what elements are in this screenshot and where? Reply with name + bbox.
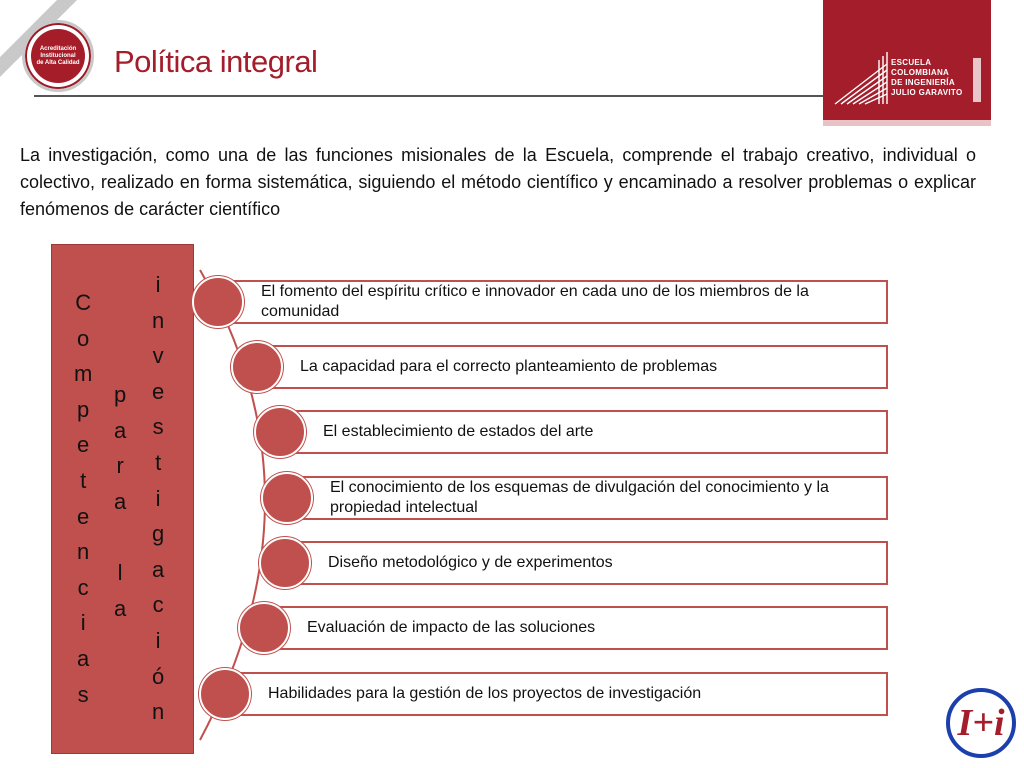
- school-logo-line: COLOMBIANA: [891, 68, 950, 77]
- panel-letter: r: [116, 453, 124, 479]
- competency-item: [284, 541, 888, 585]
- i-plus-i-logo: [946, 688, 1016, 758]
- panel-letter: e: [77, 432, 90, 458]
- panel-letter: t: [80, 467, 87, 493]
- i-plus-i-logo-text: I+i: [957, 702, 1005, 744]
- panel-letter: i: [80, 610, 86, 636]
- competency-item: [263, 606, 888, 650]
- panel-letter: g: [152, 521, 165, 547]
- intro-paragraph: La investigación, como una de las funciones misionales de la Escuela, comprende el trabajo creativo, individual o colectivo, realizado en forma sistemática, siguiendo el método científico y encaminado a resolver problemas o explicar fenómenos de carácter científico: [20, 145, 976, 219]
- competency-item-text: El fomento del espíritu crítico e innovador en cada uno de los miembros de la comunidad: [261, 283, 809, 320]
- panel-letter: v: [152, 343, 164, 369]
- panel-letter: i: [155, 485, 161, 511]
- panel-letter: n: [152, 699, 165, 725]
- panel-letter: o: [77, 325, 90, 351]
- bullet-circle: [254, 406, 306, 458]
- panel-letter: c: [152, 592, 164, 618]
- panel-letter: c: [77, 574, 89, 600]
- competency-item-text: Diseño metodológico y de experimentos: [328, 554, 613, 571]
- panel-letter: a: [114, 417, 127, 443]
- panel-letter: ó: [152, 663, 165, 689]
- bullet-circle: [259, 537, 311, 589]
- panel-letter: e: [152, 378, 165, 404]
- panel-letter: a: [114, 488, 127, 514]
- school-logo-line: JULIO GARAVITO: [891, 88, 963, 97]
- seal-line: Institucional: [40, 52, 76, 59]
- seal-line: de Alta Calidad: [36, 59, 80, 66]
- panel-letter: a: [152, 556, 165, 582]
- bullet-circle: [199, 668, 251, 720]
- competency-item-text: El conocimiento de los esquemas de divulgación del conocimiento y la propiedad intelectual: [330, 479, 829, 516]
- bullet-circle: [231, 341, 283, 393]
- panel-letter: p: [77, 396, 90, 422]
- competency-item: [256, 345, 888, 389]
- panel-letter: s: [152, 414, 164, 440]
- panel-letter: e: [77, 503, 90, 529]
- panel-letter: n: [77, 539, 90, 565]
- panel-letter: s: [77, 681, 89, 707]
- competency-item: [286, 476, 888, 520]
- seal-line: Acreditación: [39, 45, 77, 52]
- competency-item-text: La capacidad para el correcto planteamiento de problemas: [300, 358, 718, 375]
- bullet-circle: [238, 602, 290, 654]
- panel-letter: a: [114, 595, 127, 621]
- panel-letter: p: [114, 382, 127, 407]
- competency-item-text: Habilidades para la gestión de los proyectos de investigación: [268, 685, 702, 702]
- page-title: Política integral: [114, 44, 318, 79]
- competency-item-text: El establecimiento de estados del arte: [323, 423, 594, 440]
- panel-letter: m: [74, 361, 93, 387]
- panel-letter: t: [155, 449, 162, 475]
- school-logo-line: DE INGENIERÍA: [891, 78, 955, 87]
- bullet-circle: [192, 276, 244, 328]
- panel-letter: n: [152, 307, 165, 333]
- competency-item: [224, 672, 888, 716]
- panel-letter: i: [155, 272, 161, 297]
- competency-item: [217, 280, 888, 324]
- competency-item: [279, 410, 888, 454]
- panel-letter: C: [75, 290, 92, 315]
- school-logo-line: ESCUELA: [891, 58, 932, 67]
- bullet-circle: [261, 472, 313, 524]
- panel-letter: a: [77, 645, 90, 671]
- panel-letter: l: [117, 559, 123, 585]
- panel-letter: i: [155, 627, 161, 653]
- competency-item-text: Evaluación de impacto de las soluciones: [307, 619, 596, 636]
